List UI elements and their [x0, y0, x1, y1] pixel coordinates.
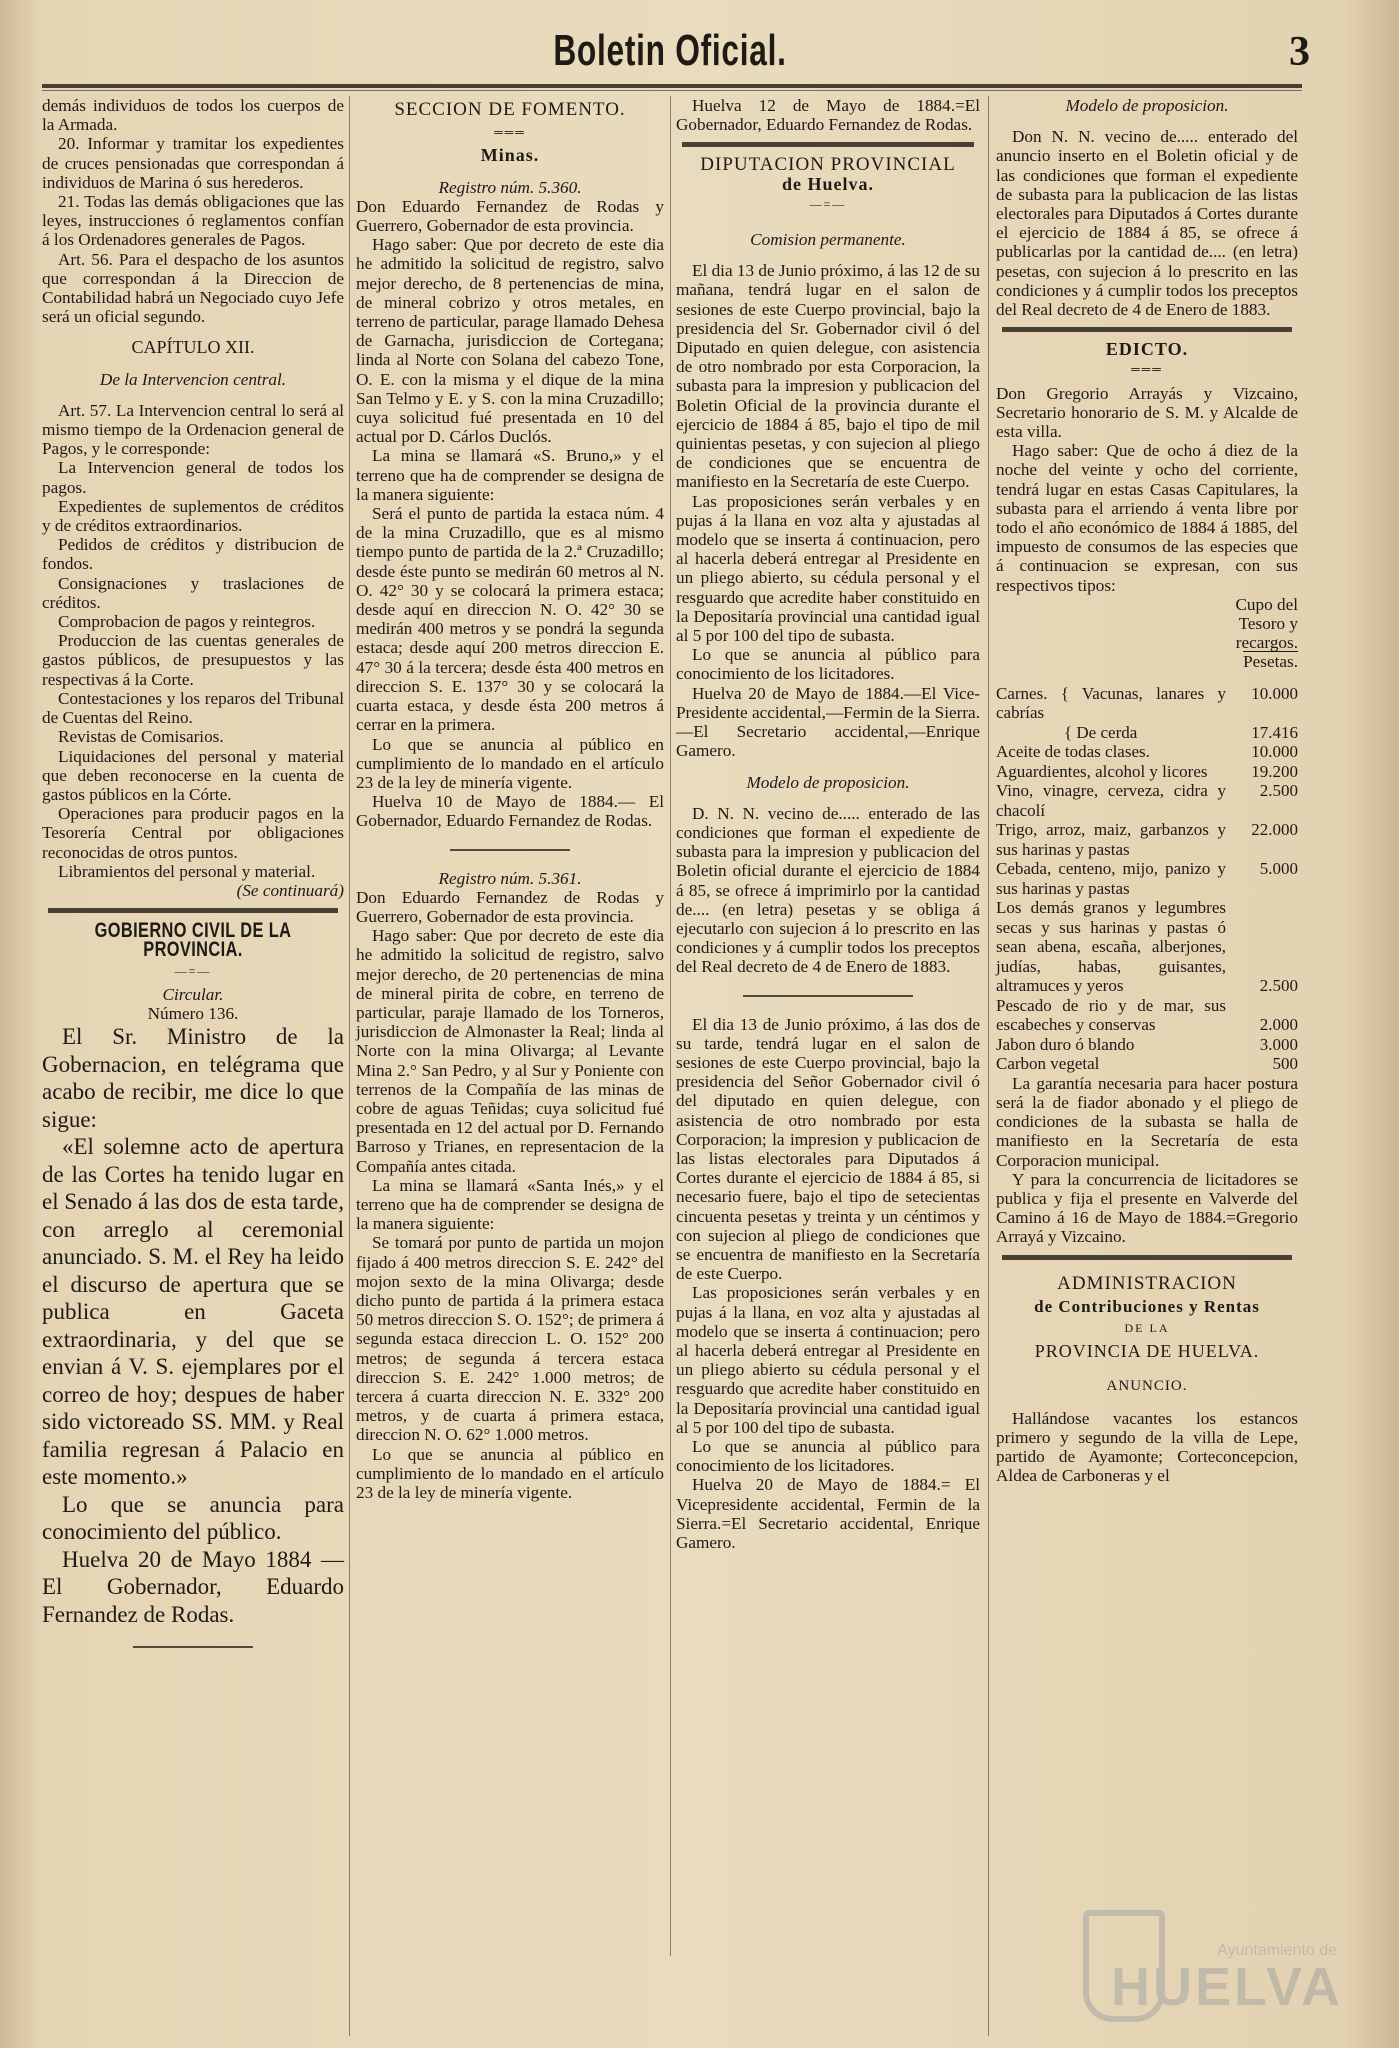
paragraph: Se tomará por punto de partida un mojon fijado á 400 metros direccion S. E. 242° del mojon sexto de la mina Olivarga; desde dicho punto de partida á la primera estaca 50 metros direccion S. O. 152°; de primera á segunda estaca direccion L. O. 152° 200 metros; de segunda á tercera estaca direccion S. E. 242° 1.000 metros; de tercera á cuarta direccion N. E. 332° 200 metros, y de cuarta á primera estaca, direccion N. O. 62° 1.000 metros. — [356, 1233, 664, 1445]
paragraph: La mina se llamará «S. Bruno,» y el terreno que ha de comprender se designa de la manera siguiente: — [356, 446, 664, 504]
column-divider — [988, 96, 989, 2036]
table-row — [996, 1054, 1298, 1074]
ornament-dash: ═══ — [1131, 362, 1163, 377]
paragraph: Hallándose vacantes los estancos primero y segundo de la villa de Lepe, partido de Ayamonte; Corteconcepcion, Aldea de Carboneras y el — [996, 1408, 1298, 1486]
column-2 — [356, 96, 664, 1502]
masthead — [40, 22, 1310, 82]
section-rule — [1002, 327, 1292, 332]
table-row — [996, 684, 1298, 723]
table-cell-value: 2.500 — [1259, 781, 1298, 801]
section-subheading: de Huelva. — [781, 173, 874, 194]
watermark-subtitle: Ayuntamiento de — [1217, 1942, 1337, 1959]
paragraph: Consignaciones y traslaciones de créditos. — [42, 573, 344, 612]
table-row — [996, 820, 1298, 859]
table-row — [996, 859, 1298, 898]
section-heading: PROVINCIA DE HUELVA. — [1034, 1341, 1260, 1362]
table-cell-label: Aceite de todas clases. — [996, 742, 1150, 762]
circular-number: Número 136. — [147, 1003, 239, 1023]
paragraph: Don Eduardo Fernandez de Rodas y Guerrero, Gobernador de esta provincia. — [356, 196, 664, 236]
column-divider — [670, 96, 671, 1956]
paragraph: Lo que se anuncia para conocimiento del público. — [42, 1491, 344, 1545]
paragraph: El Sr. Ministro de la Gobernacion, en telégrama que acabo de recibir, me dice lo que sigue: — [42, 1024, 344, 1132]
table-cell-value: 10.000 — [1251, 683, 1298, 703]
table-row — [996, 898, 1298, 996]
table-row — [996, 781, 1298, 820]
paragraph: demás individuos de todos los cuerpos de la Armada. — [42, 96, 344, 135]
section-subheading: de Contribuciones y Rentas — [1034, 1296, 1260, 1316]
table-cell-label: Jabon duro ó blando — [996, 1034, 1135, 1054]
table-header: Cupo del Tesoro y recargos. — [1235, 594, 1298, 653]
separator — [450, 849, 570, 851]
paragraph: El dia 13 de Junio próximo, á las dos de su tarde, tendrá lugar en el salon de sesiones de este Cuerpo provincial, bajo la presidencia del Señor Gobernador civil ó del diputado en quien delegue, con asistencia de otro nombrado por esta Corporacion; la impresion y publicacion de las listas electorales para Diputados á Cortes durante el ejercicio de 1884 á 85, si necesario fuere, bajo el tipo de setecientas cincuenta pesetas y treinta y un céntimos y con sujecion al pliego de condiciones que se encuentra de manifiesto en la Secretaría de este Cuerpo. — [676, 1014, 980, 1284]
section-heading: EDICTO. — [1105, 339, 1189, 360]
page-number: 3 — [1289, 29, 1310, 75]
table-cell-value: 19.200 — [1251, 761, 1298, 781]
paragraph: La mina se llamará «Santa Inés,» y el terreno que ha de comprender se designa de la manera siguiente: — [356, 1175, 664, 1234]
column-1 — [42, 96, 344, 1666]
table-cell-label: Los demás granos y legumbres secas y sus harinas y pastas ó sean abena, escaña, alberjones, judías, habas, guisantes, altramuces y yeros — [996, 898, 1226, 996]
paragraph: Huelva 20 de Mayo 1884 —El Gobernador, Eduardo Fernandez de Rodas. — [42, 1546, 344, 1627]
paragraph: La garantía necesaria para hacer postura será la de fiador abonado y el pliego de condiciones de la subasta se halla de manifiesto en la Secretaría de esta Corporacion municipal. — [996, 1073, 1298, 1170]
paragraph: Operaciones para producir pagos en la Tesorería Central por obligaciones reconocidas de otros puntos. — [42, 804, 344, 862]
table-row — [996, 1035, 1298, 1055]
paragraph: Comprobacion de pagos y reintegros. — [58, 612, 316, 632]
table-cell-label: Cebada, centeno, mijo, panizo y sus harinas y pastas — [996, 859, 1226, 898]
paragraph: 20. Informar y tramitar los expedientes de cruces pensionadas que correspondan á individuos de Marina ó sus herederos. — [42, 134, 344, 192]
table-cell-label: Carnes. { Vacunas, lanares y cabrías — [996, 683, 1226, 723]
paragraph: D. N. N. vecino de..... enterado de las condiciones que forman el expediente de subasta para la impresion y publicacion del Boletin oficial durante el ejercicio de 1884 á 85, se ofrece á imprimirlo por la cantidad de.... (en letra) pesetas y se obliga á ejecutarlo con sujecion á lo prescrito en las condiciones y á cumplir todos los preceptos del Real decreto de 4 de Enero de 1883. — [676, 803, 980, 977]
paragraph: Art. 56. Para el despacho de los asuntos que correspondan á la Direccion de Contabilidad habrá un Negociado cuyo Jefe será un oficial segundo. — [42, 249, 344, 327]
ornament-dash: ═══ — [494, 125, 526, 140]
paragraph: Lo que se anuncia al público para conocimiento de los licitadores. — [676, 645, 980, 684]
registry-number: Registro núm. 5.361. — [438, 868, 582, 888]
tax-table — [996, 684, 1298, 1074]
paragraph: Será el punto de partida la estaca núm. 4 de la mina Cruzadillo, que es al mismo tiempo punto de partida de la 2.ª Cruzadillo; desde éste punto se medirán 60 metros al N. O. 42° 30 y se colocará la primera estaca; desde aquí en direccion N. O. 42° 30 se medirán 400 metros y se pondrá la segunda estaca; desde aquí 200 metros direccion E. 47° 30 á la tercera; desde ésta 400 metros en direccion S. E. 137° 30 y se colocará la cuarta estaca, y desde ésta 200 metros á cerrar en la primera. — [356, 504, 664, 735]
paragraph: Liquidaciones del personal y material que deben reconocerse en la cuenta de gastos públicos en la Córte. — [42, 746, 344, 804]
section-rule — [48, 908, 338, 913]
masthead-rule-thin — [42, 90, 1302, 91]
section-heading: ADMINISTRACION — [1057, 1272, 1237, 1294]
section-heading: SECCION DE FOMENTO. — [394, 99, 626, 120]
model-heading: Modelo de proposicion. — [1065, 96, 1229, 115]
circular-label: Circular. — [162, 984, 224, 1004]
section-heading: DIPUTACION PROVINCIAL — [700, 154, 956, 176]
paragraph: Hago saber: Que por decreto de este dia he admitido la solicitud de registro, salvo mejor derecho, de 20 pertenencias de mina de mineral pirita de cobre, en terreno de particular, paraje llamado de los Torneros, jurisdiccion de Almonaster la Real; linda al Norte con la mina Olivarga; al Levante Mina 2.° San Pedro, y al Sur y Poniente con terrenos de la Compañía de las minas de cobre de aguas Teñidas; cuya solicitud fué presentada en 12 del actual por D. Fernando Barroso y Trianes, en representacion de la Compañía antes citada. — [356, 926, 664, 1176]
paragraph: Expedientes de suplementos de créditos y de créditos extraordinarios. — [42, 496, 344, 536]
paragraph: 21. Todas las demás obligaciones que las leyes, instrucciones ó reglamentos confían á los Ordenadores generales de Pagos. — [42, 192, 344, 250]
paragraph: Revistas de Comisarios. — [58, 727, 224, 747]
paragraph: Huelva 12 de Mayo de 1884.=El Gobernador, Eduardo Fernandez de Rodas. — [676, 96, 980, 135]
chapter-heading: CAPÍTULO XII. — [131, 337, 255, 358]
circular-body — [42, 1023, 344, 1628]
section-rule — [682, 142, 974, 147]
registry-number: Registro núm. 5.360. — [438, 177, 582, 197]
table-cell-label: Vino, vinagre, cerveza, cidra y chacolí — [996, 781, 1226, 820]
column-3 — [676, 96, 980, 1552]
table-cell-value: 5.000 — [1259, 859, 1298, 879]
paragraph: La Intervencion general de todos los pagos. — [42, 458, 344, 497]
table-cell-value: 2.000 — [1259, 1015, 1298, 1035]
paragraph: Huelva 10 de Mayo de 1884.— El Gobernador, Eduardo Fernandez de Rodas. — [356, 792, 664, 831]
table-row — [996, 762, 1298, 782]
watermark-title: HUELVA — [1111, 1957, 1343, 2017]
chapter-subheading: De la Intervencion central. — [99, 369, 287, 389]
paragraph: Don N. N. vecino de..... enterado del anuncio inserto en el Boletin oficial y de las condiciones que forman el expediente de subasta para la publicacion de las listas electorales para Diputados á Cortes durante el ejercicio de 1884 á 85, se ofrece á publicarlas por la cantidad de.... (en letra) pesetas, con sujecion á lo prescrito en las condiciones y á cumplir todos los preceptos del Real decreto de 4 de Enero de 1883. — [996, 127, 1298, 320]
table-cell-label: Carbon vegetal — [996, 1054, 1100, 1074]
table-cell-label: Aguardientes, alcohol y licores — [996, 761, 1208, 781]
paragraph: Lo que se anuncia al público para conocimiento de los licitadores. — [676, 1437, 980, 1476]
table-cell-value: 10.000 — [1251, 742, 1298, 762]
paragraph: Contestaciones y los reparos del Tribunal de Cuentas del Reino. — [42, 688, 344, 728]
table-cell-value: 22.000 — [1251, 820, 1298, 840]
paragraph: Las proposiciones serán verbales y en pujas á la llana, en voz alta y ajustadas al modelo que se inserta á continuacion; pero al hacerla deberá entregar al Presidente en un pliego abierto su cédula personal y el resguardo que acredite haber constituido en la Depositaría provincial una cantidad igual al 5 por 100 del tipo de subasta. — [676, 1283, 980, 1437]
newspaper-title: Boletin Oficial. — [553, 26, 787, 75]
table-cell-value: 2.500 — [1259, 976, 1298, 996]
separator — [133, 1646, 253, 1648]
table-row — [996, 742, 1298, 762]
table-cell-label: Trigo, arroz, maiz, garbanzos y sus harinas y pastas — [996, 820, 1226, 859]
table-cell-label: Pescado de rio y de mar, sus escabeches y conservas — [996, 995, 1226, 1035]
section-rule — [1002, 1255, 1292, 1260]
commission-label: Comision permanente. — [750, 230, 906, 250]
table-cell-label: { De cerda — [1064, 722, 1138, 742]
paragraph: Don Gregorio Arrayás y Vizcaino, Secretario honorario de S. M. y Alcalde de esta villa. — [996, 383, 1298, 442]
table-cell-value: 3.000 — [1259, 1034, 1298, 1054]
model-heading: Modelo de proposicion. — [746, 772, 910, 792]
paragraph: Don Eduardo Fernandez de Rodas y Guerrero, Gobernador de esta provincia. — [356, 887, 664, 926]
paragraph: «El solemne acto de apertura de las Cortes ha tenido lugar en el Senado á las dos de esta tarde, con arreglo al ceremonial anunciado. S. M. el Rey ha leido el discurso de apertura que se publica en Gaceta extraordinaria, y del que se envian á V. S. ejemplares por el correo de hoy; despues de haber sido victoreado SS. MM. y Real familia regresan á Palacio en este momento.» — [42, 1134, 344, 1490]
separator — [743, 995, 913, 997]
paragraph: Pedidos de créditos y distribucion de fondos. — [42, 535, 344, 574]
paragraph: Hago saber: Que por decreto de este dia he admitido la solicitud de registro, salvo mejor derecho, de 8 pertenencias de mina, de mineral cobrizo y otros metales, en terreno de particular, parage llamado Dehesa de Garnacha, jurisdiccion de Cortegana; linda al Norte con Solana del cabezo Tone, O. E. con la misma y el dique de la mina San Telmo y E. y S. con la mina Cruzadillo; cuya solicitud fué presentada en 10 del actual por D. Cárlos Duclós. — [356, 235, 664, 447]
paragraph: Hago saber: Que de ocho á diez de la noche del veinte y ocho del corriente, tendrá lugar en estas Casas Capitulares, la subasta para el arriendo á venta libre por todo el año económico de 1884 á 1885, del impuesto de consumos de las especies que á continuacion se expresan, con sus respectivos tipos: — [996, 441, 1298, 595]
table-header-unit: Pesetas. — [1243, 652, 1298, 672]
subsection-heading: Minas. — [480, 145, 540, 166]
section-heading: GOBIERNO CIVIL DE LA PROVINCIA. — [94, 919, 292, 962]
masthead-rule — [42, 84, 1302, 88]
column-4 — [996, 96, 1298, 1485]
paragraph: Libramientos del personal y material. — [58, 861, 316, 881]
paragraph: Art. 57. La Intervencion central lo será al mismo tiempo de la Ordenacion general de Pagos, y le corresponde: — [42, 400, 344, 459]
continued-note: (Se continuará) — [236, 880, 344, 900]
paragraph: Produccion de las cuentas generales de gastos públicos, de presupuestos y las respectivas á la Corte. — [42, 631, 344, 689]
paragraph: Huelva 20 de Mayo de 1884.= El Vicepresidente accidental, Fermin de la Sierra.=El Secretario accidental, Enrique Gamero. — [676, 1475, 980, 1553]
ornament-dash: —=— — [809, 196, 847, 211]
section-connector: DE LA — [1124, 1320, 1170, 1335]
archive-watermark — [1083, 1912, 1343, 2022]
ornament-dash: —=— — [174, 963, 212, 978]
table-cell-value: 17.416 — [1251, 722, 1298, 742]
paragraph: Y para la concurrencia de licitadores se publica y fija el presente en Valverde del Camino á 16 de Mayo de 1884.=Gregorio Arrayá y Vizcaino. — [996, 1169, 1298, 1247]
announcement-label: ANUNCIO. — [1106, 1378, 1188, 1395]
paragraph: Lo que se anuncia al público en cumplimiento de lo mandado en el artículo 23 de la ley de minería vigente. — [356, 1444, 664, 1503]
paragraph: Lo que se anuncia al público en cumplimiento de lo mandado en el artículo 23 de la ley de minería vigente. — [356, 734, 664, 792]
paragraph: Huelva 20 de Mayo de 1884.—El Vice-Presidente accidental,—Fermin de la Sierra.—El Secretario accidental,—Enrique Gamero. — [676, 683, 980, 761]
table-row — [996, 723, 1298, 743]
table-row — [996, 996, 1298, 1035]
column-divider — [349, 96, 350, 2036]
paragraph: Las proposiciones serán verbales y en pujas á la llana en voz alta y ajustadas al modelo que se inserta á continuacion, pero al hacerla deberá entregar al Presidente en un pliego abierto, su cédula personal y el resguardo que acredite haber constituido en la Depositaría provincial una cantidad igual al 5 por 100 del tipo de subasta. — [676, 491, 980, 646]
paragraph: El dia 13 de Junio próximo, á las 12 de su mañana, tendrá lugar en el salon de sesiones de este Cuerpo provincial, bajo la presidencia del Sr. Gobernador civil ó del Diputado en quien delegue, con asistencia de otro nombrado por esta Corporacion, la subasta para la impresion y publicacion del Boletin Oficial de la provincia durante el ejercicio de 1884 á 85, bajo el tipo de mil quinientas pesetas, y con sujecion al pliego de condiciones que se encuentra de manifiesto en la Secretaría de este Cuerpo. — [676, 261, 980, 492]
table-cell-value: 500 — [1272, 1054, 1298, 1074]
